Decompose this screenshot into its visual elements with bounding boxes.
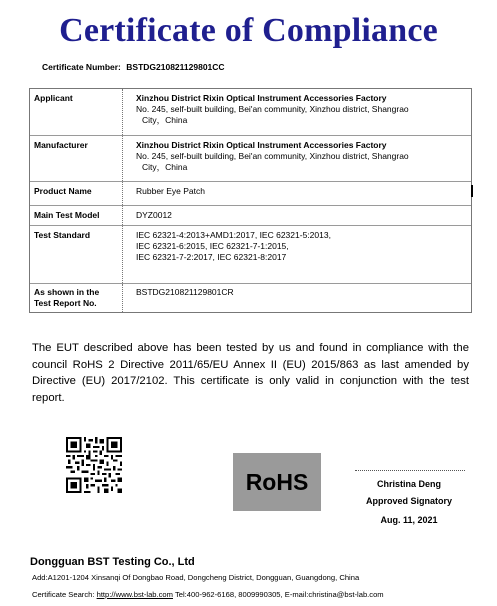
applicant-row [30, 89, 471, 135]
certificate-title: Certificate of Compliance [59, 12, 438, 49]
signature-date: Aug. 11, 2021 [380, 515, 438, 525]
manufacturer-label: Manufacturer [34, 140, 88, 150]
test-standard-line: IEC 62321-4:2013+AMD1:2017, IEC 62321-5:2013, [136, 230, 331, 240]
contact-tel: Tel:400-962-6168, 8009990305, [174, 590, 283, 599]
certificate-search-link[interactable]: http://www.bst-lab.com [96, 590, 173, 599]
signatory-name: Christina Deng [376, 479, 441, 489]
company-address: Add:A1201-1204 Xinsanqi Of Dongbao Road, Dongcheng District, Dongguan, Guangdong, China [32, 573, 360, 582]
test-standard-line: IEC 62321-6:2015, IEC 62321-7-1:2015, [136, 241, 289, 251]
manufacturer-address-line2: City，China [142, 162, 188, 172]
manufacturer-address-line1: No. 245, self-built building, Bei'an community, Xinzhou district, Shangrao [136, 151, 409, 161]
applicant-value [136, 93, 466, 126]
product-name-label: Product Name [34, 186, 92, 196]
qr-code-icon [66, 437, 122, 493]
text-cursor-mark [471, 185, 473, 197]
column-separator [122, 226, 123, 283]
rohs-logo [233, 453, 321, 511]
signature-line [355, 470, 465, 471]
test-report-value: BSTDG210821129801CR [136, 287, 234, 297]
manufacturer-value [136, 140, 466, 173]
column-separator [122, 182, 123, 205]
test-standard-row [30, 225, 471, 283]
main-test-model-row [30, 205, 471, 225]
applicant-address-line2: City，China [142, 115, 188, 125]
test-report-label-line1: As shown in the [34, 287, 100, 297]
signatory-title: Approved Signatory [365, 496, 452, 506]
certificate-details-table [29, 88, 472, 313]
test-standard-label: Test Standard [34, 230, 91, 240]
contact-email: E-mail:christina@bst-lab.com [284, 590, 384, 599]
rohs-logo-text: RoHS [245, 468, 309, 495]
applicant-name: Xinzhou District Rixin Optical Instrument Accessories Factory [136, 93, 387, 103]
certificate-number-value: BSTDG210821129801CC [126, 62, 225, 72]
main-test-model-label: Main Test Model [34, 210, 100, 220]
certificate-search-label: Certificate Search: [32, 590, 95, 599]
test-report-row [30, 283, 471, 312]
main-test-model-value: DYZ0012 [136, 210, 172, 220]
applicant-address-line1: No. 245, self-built building, Bei'an community, Xinzhou district, Shangrao [136, 104, 409, 114]
test-standard-value [136, 230, 466, 263]
certificate-number-label: Certificate Number: [42, 62, 121, 72]
manufacturer-row [30, 135, 471, 181]
test-report-label [34, 287, 118, 309]
test-report-label-line2: Test Report No. [34, 298, 97, 308]
compliance-statement: The EUT described above has been tested by us and found in compliance with the council RoHS 2 Directive 2011/65/EU Annex II (EU) 2015/863 as last amended by Directive (EU) 2017/2102. This certificate is only valid in conjunction with the test report. [32, 342, 469, 404]
company-name: Dongguan BST Testing Co., Ltd [30, 556, 195, 568]
certificate-number [42, 62, 225, 72]
column-separator [122, 284, 123, 312]
column-separator [122, 89, 123, 135]
certificate-search-line [32, 590, 384, 599]
product-name-value: Rubber Eye Patch [136, 186, 205, 196]
manufacturer-name: Xinzhou District Rixin Optical Instrument Accessories Factory [136, 140, 387, 150]
product-name-row [30, 181, 471, 205]
column-separator [122, 136, 123, 181]
column-separator [122, 206, 123, 225]
test-standard-line: IEC 62321-7-2:2017, IEC 62321-8:2017 [136, 252, 287, 262]
applicant-label: Applicant [34, 93, 73, 103]
